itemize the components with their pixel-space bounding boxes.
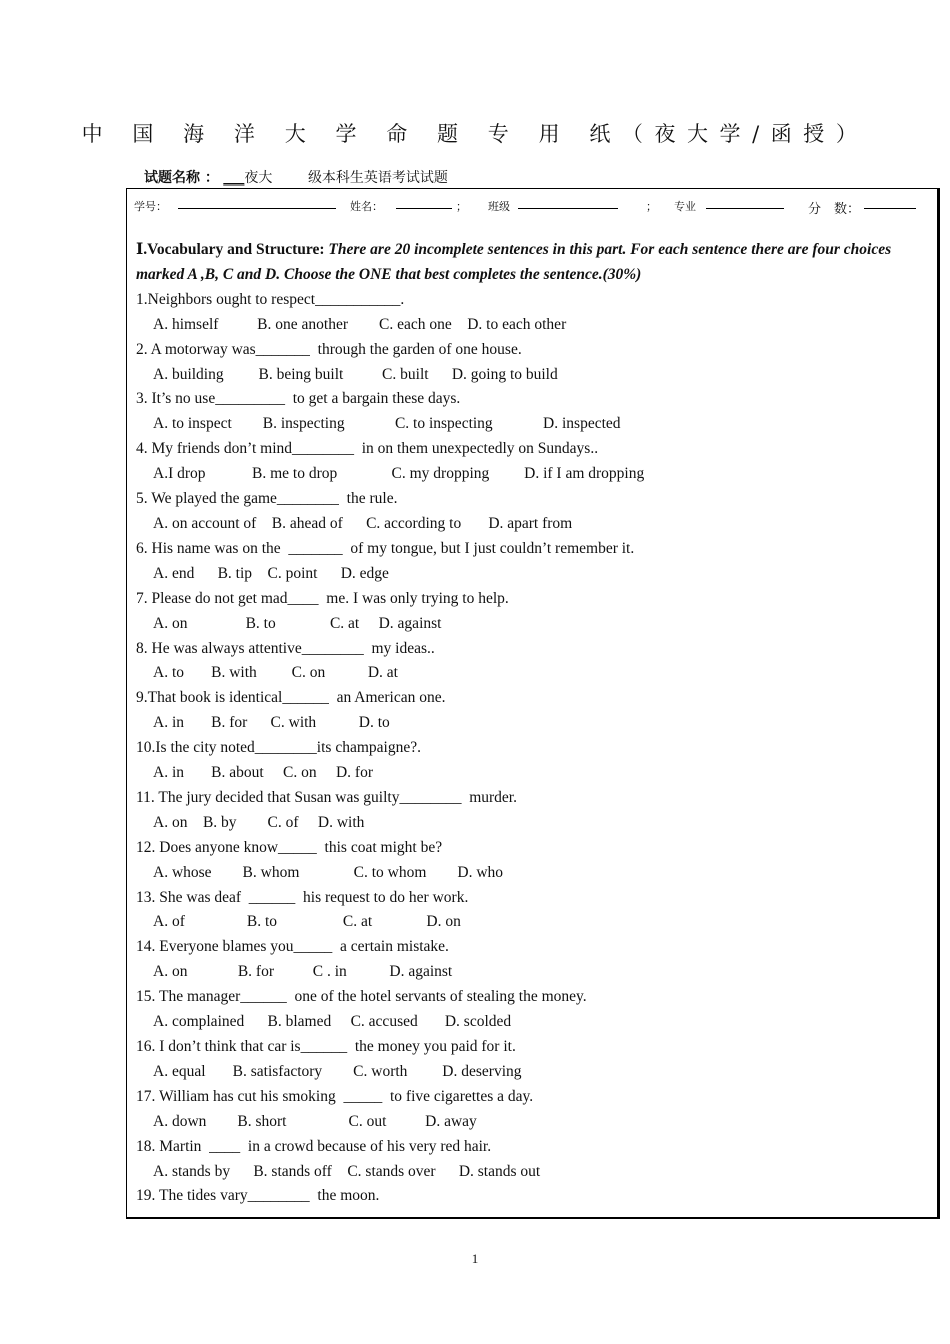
question-stem: 9.That book is identical______ an American one. [136,689,446,707]
major-field[interactable] [706,198,784,209]
question-stem: 7. Please do not get mad____ me. I was only trying to help. [136,589,509,607]
name-suffix: ； [456,200,467,213]
question-stem: 18. Martin ____ in a crowd because of his very red hair. [136,1137,492,1155]
question-options: A. whose B. whom C. to whom D. who [153,863,504,881]
question-options: A. of B. to C. at D. on [153,913,461,931]
exam-title: 级本科生英语考试试题 [307,170,448,186]
question-options: A. stands by B. stands off C. stands over D. stands out [153,1162,541,1180]
question-stem: 5. We played the game________ the rule. [136,490,398,508]
score-label: 分 数： [808,202,861,217]
question-options: A. to inspect B. inspecting C. to inspecting D. inspected [153,415,621,433]
exam-year-blank: ___ [223,170,245,186]
question-options: A. building B. being built C. built D. going to build [153,365,558,383]
name-label: 姓名： [350,200,383,213]
exam-name-line [144,167,448,187]
section-title: Ⅰ.Vocabulary and Structure: [136,241,325,258]
question-options: A. himself B. one another C. each one D. to each other [153,315,567,333]
question-stem: 19. The tides vary________ the moon. [136,1187,380,1205]
question-stem: 11. The jury decided that Susan was guilty________ murder. [136,788,517,806]
question-options: A. to B. with C. on D. at [153,664,398,682]
question-stem: 3. It’s no use_________ to get a bargain these days. [136,390,461,408]
student-id-label: 学号： [134,200,167,213]
class-label: 班级 [488,200,510,213]
major-prefix: ； [646,200,657,213]
page-number: 1 [471,1251,479,1266]
question-stem: 4. My friends don’t mind________ in on them unexpectedly on Sundays.. [136,440,599,458]
score-field[interactable] [864,198,916,209]
question-options: A. on B. by C. of D. with [153,813,365,831]
section-header [136,238,936,288]
question-options: A. end B. tip C. point D. edge [153,564,389,582]
question-options: A. on account of B. ahead of C. according to D. apart from [153,514,573,532]
question-stem: 2. A motorway was_______ through the garden of one house. [136,340,522,358]
question-options: A. on B. to C. at D. against [153,614,442,632]
question-stem: 17. William has cut his smoking _____ to five cigarettes a day. [136,1087,534,1105]
question-stem: 15. The manager______ one of the hotel servants of stealing the money. [136,988,587,1006]
question-stem: 8. He was always attentive________ my ideas.. [136,639,435,657]
question-stem: 10.Is the city noted________its champaigne?. [136,739,421,757]
question-stem: 13. She was deaf ______ his request to do her work. [136,888,469,906]
question-stem: 6. His name was on the _______ of my tongue, but I just couldn’t remember it. [136,539,635,557]
question-stem: 14. Everyone blames you_____ a certain mistake. [136,938,449,956]
question-stem: 16. I don’t think that car is______ the money you paid for it. [136,1038,516,1055]
question-options: A. complained B. blamed C. accused D. scolded [153,1013,512,1031]
page-title: 中 国 海 洋 大 学 命 题 专 用 纸（夜大学/函授） [81,122,869,146]
question-options: A. in B. for C. with D. to [153,714,390,732]
question-stem: 12. Does anyone know_____ this coat might be? [136,838,443,856]
section-instructions: There are 20 incomplete sentences in this part. For each sentence there are four choices marked A ,B, C and D. Choose the ONE that best completes the sentence.(30%) [136,241,892,283]
exam-school: 夜大 [244,170,273,186]
question-options: A. down B. short C. out D. away [153,1112,477,1130]
exam-name-label: 试题名称 ： [144,170,219,186]
question-options: A. equal B. satisfactory C. worth D. deserving [153,1062,522,1080]
question-section [136,238,936,1209]
class-field[interactable] [518,198,618,209]
question-list [136,288,936,1210]
major-label: 专业 [674,200,696,213]
question-options: A. on B. for C . in D. against [153,963,453,981]
student-id-field[interactable] [178,198,336,209]
question-stem: 1.Neighbors ought to respect___________. [136,290,405,308]
question-options: A. in B. about C. on D. for [153,764,374,782]
name-field[interactable] [396,198,452,209]
question-options: A.I drop B. me to drop C. my dropping D. if I am dropping [153,465,645,483]
student-info-row [134,198,934,217]
